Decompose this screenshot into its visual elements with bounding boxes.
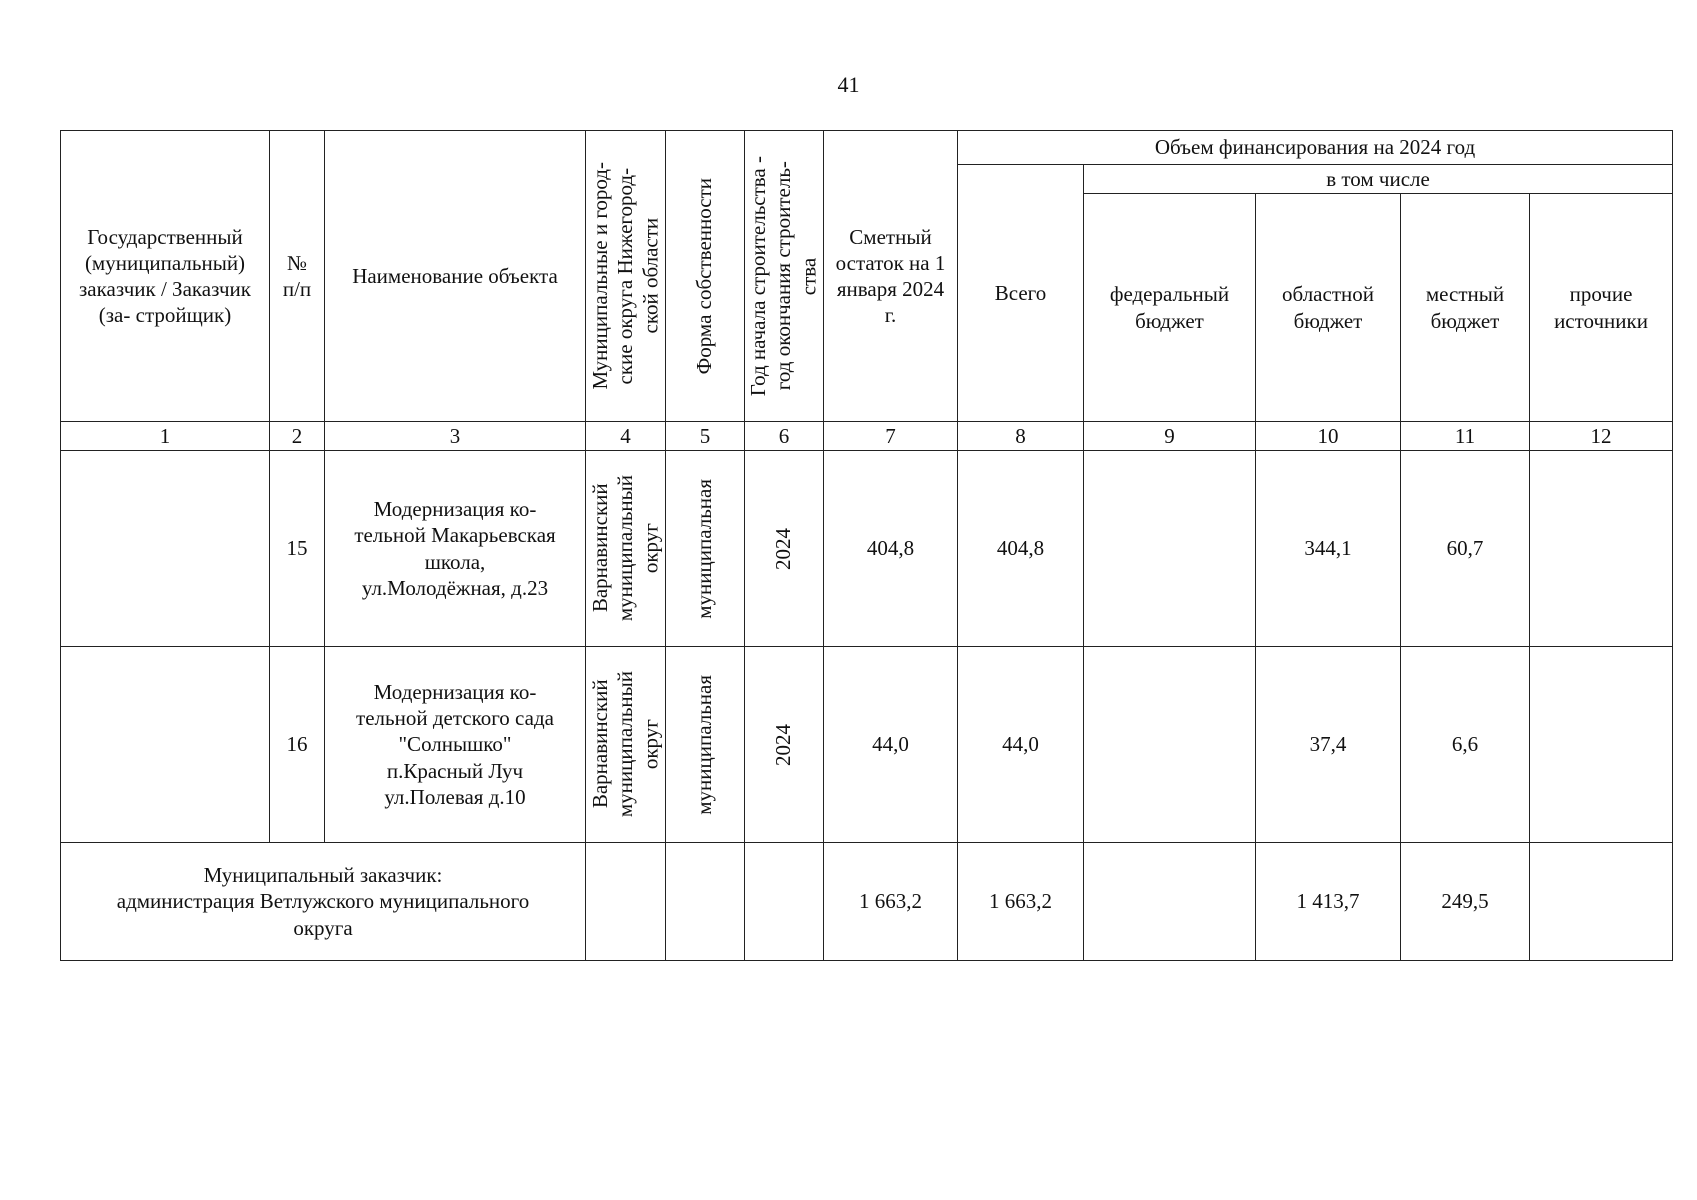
row-years	[745, 647, 824, 843]
summary-other	[1530, 843, 1673, 961]
column-number: 9	[1084, 422, 1256, 451]
row-object-name: Модернизация ко- тельной Макарьевская школа, ул.Молодёжная, д.23	[325, 451, 586, 647]
summary-total: 1 663,2	[958, 843, 1084, 961]
summary-label: Муниципальный заказчик: администрация Ветлужского муниципального округа	[61, 843, 586, 961]
row-num: 15	[270, 451, 325, 647]
column-number: 5	[666, 422, 745, 451]
row-total: 44,0	[958, 647, 1084, 843]
column-number: 7	[824, 422, 958, 451]
row-ownership-text: муниципальная	[692, 478, 717, 619]
column-number: 8	[958, 422, 1084, 451]
row-num: 16	[270, 647, 325, 843]
page-number: 41	[837, 72, 860, 97]
header-local: местный бюджет	[1401, 194, 1530, 422]
column-number: 12	[1530, 422, 1673, 451]
row-ownership-text: муниципальная	[692, 674, 717, 815]
column-number: 1	[61, 422, 270, 451]
table-row	[61, 451, 1673, 647]
header-ownership	[666, 131, 745, 422]
row-local: 6,6	[1401, 647, 1530, 843]
header-ownership-text: Форма собственности	[692, 177, 717, 375]
row-local: 60,7	[1401, 451, 1530, 647]
row-estimate: 44,0	[824, 647, 958, 843]
column-numbers-row	[61, 422, 1673, 451]
row-other	[1530, 647, 1673, 843]
summary-federal	[1084, 843, 1256, 961]
header-years-text: Год начала строительства - год окончания строитель- ства	[746, 155, 821, 397]
summary-row	[61, 843, 1673, 961]
summary-empty-cell	[586, 843, 666, 961]
row-object-name: Модернизация ко- тельной детского сада "Солнышко" п.Красный Луч ул.Полевая д.10	[325, 647, 586, 843]
column-number: 2	[270, 422, 325, 451]
row-district-text: Варнавинский муниципальный округ	[587, 671, 663, 818]
row-total: 404,8	[958, 451, 1084, 647]
table-row	[61, 647, 1673, 843]
header-total: Всего	[958, 165, 1084, 422]
row-other	[1530, 451, 1673, 647]
header-other: прочие источники	[1530, 194, 1673, 422]
row-federal	[1084, 647, 1256, 843]
header-federal: федеральный бюджет	[1084, 194, 1256, 422]
row-district	[586, 451, 666, 647]
row-district-text: Варнавинский муниципальный округ	[587, 475, 663, 622]
column-number: 11	[1401, 422, 1530, 451]
row-years-text: 2024	[771, 723, 796, 766]
header-financing-title: Объем финансирования на 2024 год	[958, 131, 1673, 165]
row-federal	[1084, 451, 1256, 647]
column-number: 4	[586, 422, 666, 451]
column-number: 3	[325, 422, 586, 451]
header-object-name: Наименование объекта	[325, 131, 586, 422]
row-district	[586, 647, 666, 843]
header-num: № п/п	[270, 131, 325, 422]
summary-estimate: 1 663,2	[824, 843, 958, 961]
row-customer-cell	[61, 451, 270, 647]
summary-regional: 1 413,7	[1256, 843, 1401, 961]
row-ownership	[666, 647, 745, 843]
header-municipal-districts-text: Муниципальные и город- ские округа Нижегород- ской области	[587, 162, 663, 390]
row-years	[745, 451, 824, 647]
row-regional: 344,1	[1256, 451, 1401, 647]
row-customer-cell	[61, 647, 270, 843]
header-municipal-districts	[586, 131, 666, 422]
row-estimate: 404,8	[824, 451, 958, 647]
row-years-text: 2024	[771, 527, 796, 570]
summary-empty-cell	[666, 843, 745, 961]
header-customer: Государственный (муниципальный) заказчик / Заказчик (за- стройщик)	[61, 131, 270, 422]
header-regional: областной бюджет	[1256, 194, 1401, 422]
summary-empty-cell	[745, 843, 824, 961]
row-ownership	[666, 451, 745, 647]
row-regional: 37,4	[1256, 647, 1401, 843]
column-number: 10	[1256, 422, 1401, 451]
header-years	[745, 131, 824, 422]
column-number: 6	[745, 422, 824, 451]
financing-table	[60, 130, 1673, 961]
header-including: в том числе	[1084, 165, 1673, 194]
summary-local: 249,5	[1401, 843, 1530, 961]
header-estimate-balance: Сметный остаток на 1 января 2024 г.	[824, 131, 958, 422]
